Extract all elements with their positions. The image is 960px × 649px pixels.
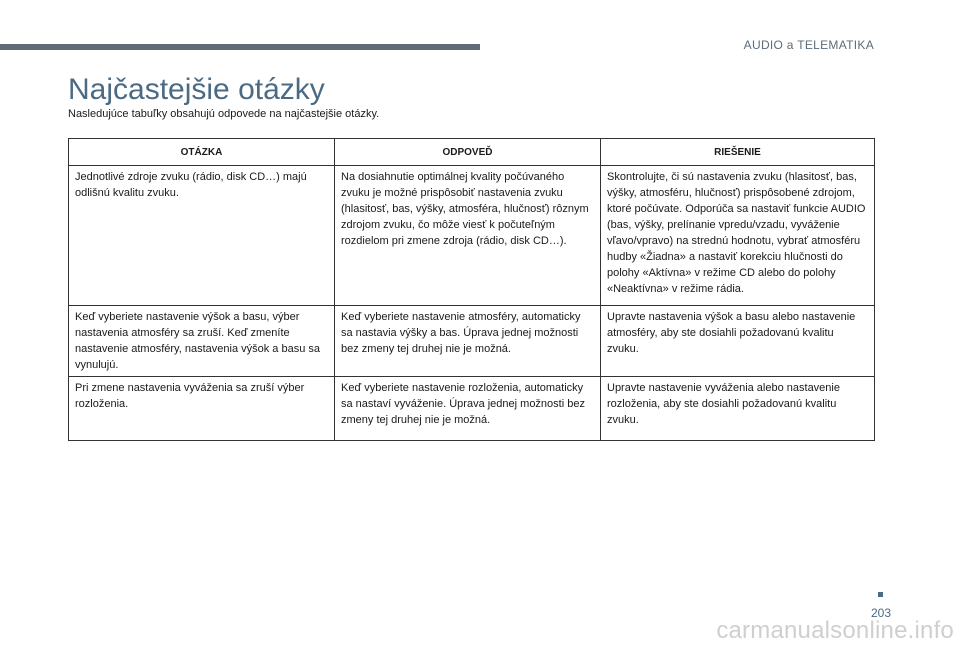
header-solution: RIEŠENIE: [601, 139, 875, 166]
table-row: [69, 306, 875, 377]
table-row: [69, 166, 875, 306]
question-cell: Keď vyberiete nastavenie výšok a basu, výber nastavenia atmosféry sa zruší. Keď zmeníte nastavenie atmosféry, nastavenia výšok a basu sa vynulujú.: [69, 306, 335, 377]
section-label: AUDIO a TELEMATIKA: [743, 38, 874, 52]
solution-cell: Upravte nastavenie vyváženia alebo nastavenie rozloženia, aby ste dosiahli požadovanú kvalitu zvuku.: [601, 377, 875, 441]
question-cell: Jednotlivé zdroje zvuku (rádio, disk CD…) majú odlišnú kvalitu zvuku.: [69, 166, 335, 306]
page-title: Najčastejšie otázky: [68, 73, 325, 106]
answer-cell: Keď vyberiete nastavenie atmosféry, automaticky sa nastavia výšky a bas. Úprava jednej možnosti bez zmeny tej druhej nie je možná.: [335, 306, 601, 377]
header-answer: ODPOVEĎ: [335, 139, 601, 166]
faq-table: [68, 138, 875, 441]
solution-cell: Skontrolujte, či sú nastavenia zvuku (hlasitosť, bas, výšky, atmosféru, hlučnosť) prispôsobené zdrojom, ktoré počúvate. Odporúča sa nastaviť funkcie AUDIO (bas, výšky, prelínanie vpredu/vzadu, vyváženie vľavo/vpravo) na strednú hodnotu, vybrať atmosféru hudby «Žiadna» a nastaviť korekciu hlučnosti do polohy «Aktívna» v režime CD alebo do polohy «Neaktívna» v režime rádia.: [601, 166, 875, 306]
table-row: [69, 377, 875, 441]
solution-cell: Upravte nastavenia výšok a basu alebo nastavenie atmosféry, aby ste dosiahli požadovanú kvalitu zvuku.: [601, 306, 875, 377]
intro-text: Nasledujúce tabuľky obsahujú odpovede na najčastejšie otázky.: [68, 108, 380, 120]
header-question: OTÁZKA: [69, 139, 335, 166]
watermark: carmanualsonline.info: [716, 617, 954, 644]
table-header-row: [69, 139, 875, 166]
header-rule: [0, 44, 480, 50]
page-marker: [878, 592, 883, 597]
question-cell: Pri zmene nastavenia vyváženia sa zruší výber rozloženia.: [69, 377, 335, 441]
page-number: 203: [871, 606, 892, 620]
answer-cell: Keď vyberiete nastavenie rozloženia, automaticky sa nastaví vyváženie. Úprava jednej možnosti bez zmeny tej druhej nie je možná.: [335, 377, 601, 441]
answer-cell: Na dosiahnutie optimálnej kvality počúvaného zvuku je možné prispôsobiť nastavenia zvuku (hlasitosť, bas, výšky, atmosféra, hlučnosť) rôznym zdrojom zvuku, čo môže viesť k počuteľným rozdielom pri zmene zdroja (rádio, disk CD…).: [335, 166, 601, 306]
